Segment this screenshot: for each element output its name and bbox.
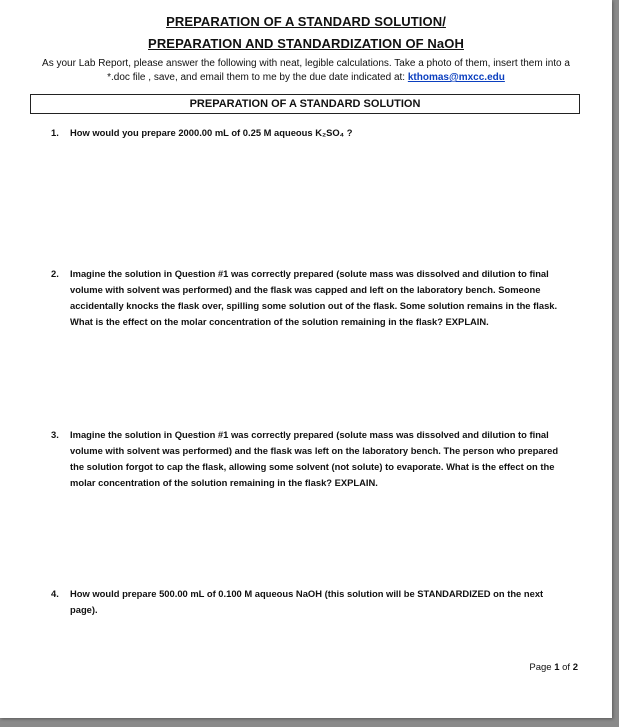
question-2 (51, 266, 571, 330)
instructions-text: As your Lab Report, please answer the following with neat, legible calculations. Take a photo of them, insert them into a *.doc file , save, and email them to me by the due date indicated at: (42, 58, 570, 83)
question-number: 1. (51, 127, 59, 138)
question-text: How would you prepare 2000.00 mL of 0.25 M aqueous K₂SO₄ ? (70, 127, 353, 138)
question-3 (51, 427, 571, 491)
page-total: 2 (572, 662, 578, 673)
question-number: 3. (51, 429, 59, 440)
question-1 (51, 125, 571, 141)
question-number: 2. (51, 268, 59, 279)
question-text: Imagine the solution in Question #1 was correctly prepared (solute mass was dissolved and dilution to final volume with solvent was performed) and the flask was left on the laboratory bench. The person who prepared the solution forgot to cap the flask, allowing some solvent (not solute) to evaporate. What is the effect on the molar concentration of the solution remaining in the flask? EXPLAIN. (70, 429, 559, 488)
page-label: Page (529, 662, 555, 673)
page-current: 1 (554, 662, 560, 673)
question-text: Imagine the solution in Question #1 was correctly prepared (solute mass was dissolved and dilution to final volume with solvent was performed) and the flask was capped and left on the laboratory bench. Someone accidentally knocks the flask over, spilling some solution out of the flask. Some solution remains in the flask. What is the effect on the molar concentration of the solution remaining in the flask? EXPLAIN. (70, 268, 558, 327)
question-4 (51, 586, 571, 618)
page-number-footer (529, 662, 578, 673)
question-number: 4. (51, 588, 59, 599)
email-link[interactable]: kthomas@mxcc.edu (407, 72, 505, 83)
document-title-line2: PREPARATION AND STANDARDIZATION OF NaOH (148, 36, 464, 51)
question-text: How would prepare 500.00 mL of 0.100 M aqueous NaOH (this solution will be STANDARDIZED on the next page). (70, 588, 544, 615)
instructions-paragraph (30, 57, 582, 85)
section-heading: PREPARATION OF A STANDARD SOLUTION (30, 94, 580, 114)
page-of: of (559, 662, 573, 673)
document-title-line1: PREPARATION OF A STANDARD SOLUTION/ (166, 14, 446, 29)
